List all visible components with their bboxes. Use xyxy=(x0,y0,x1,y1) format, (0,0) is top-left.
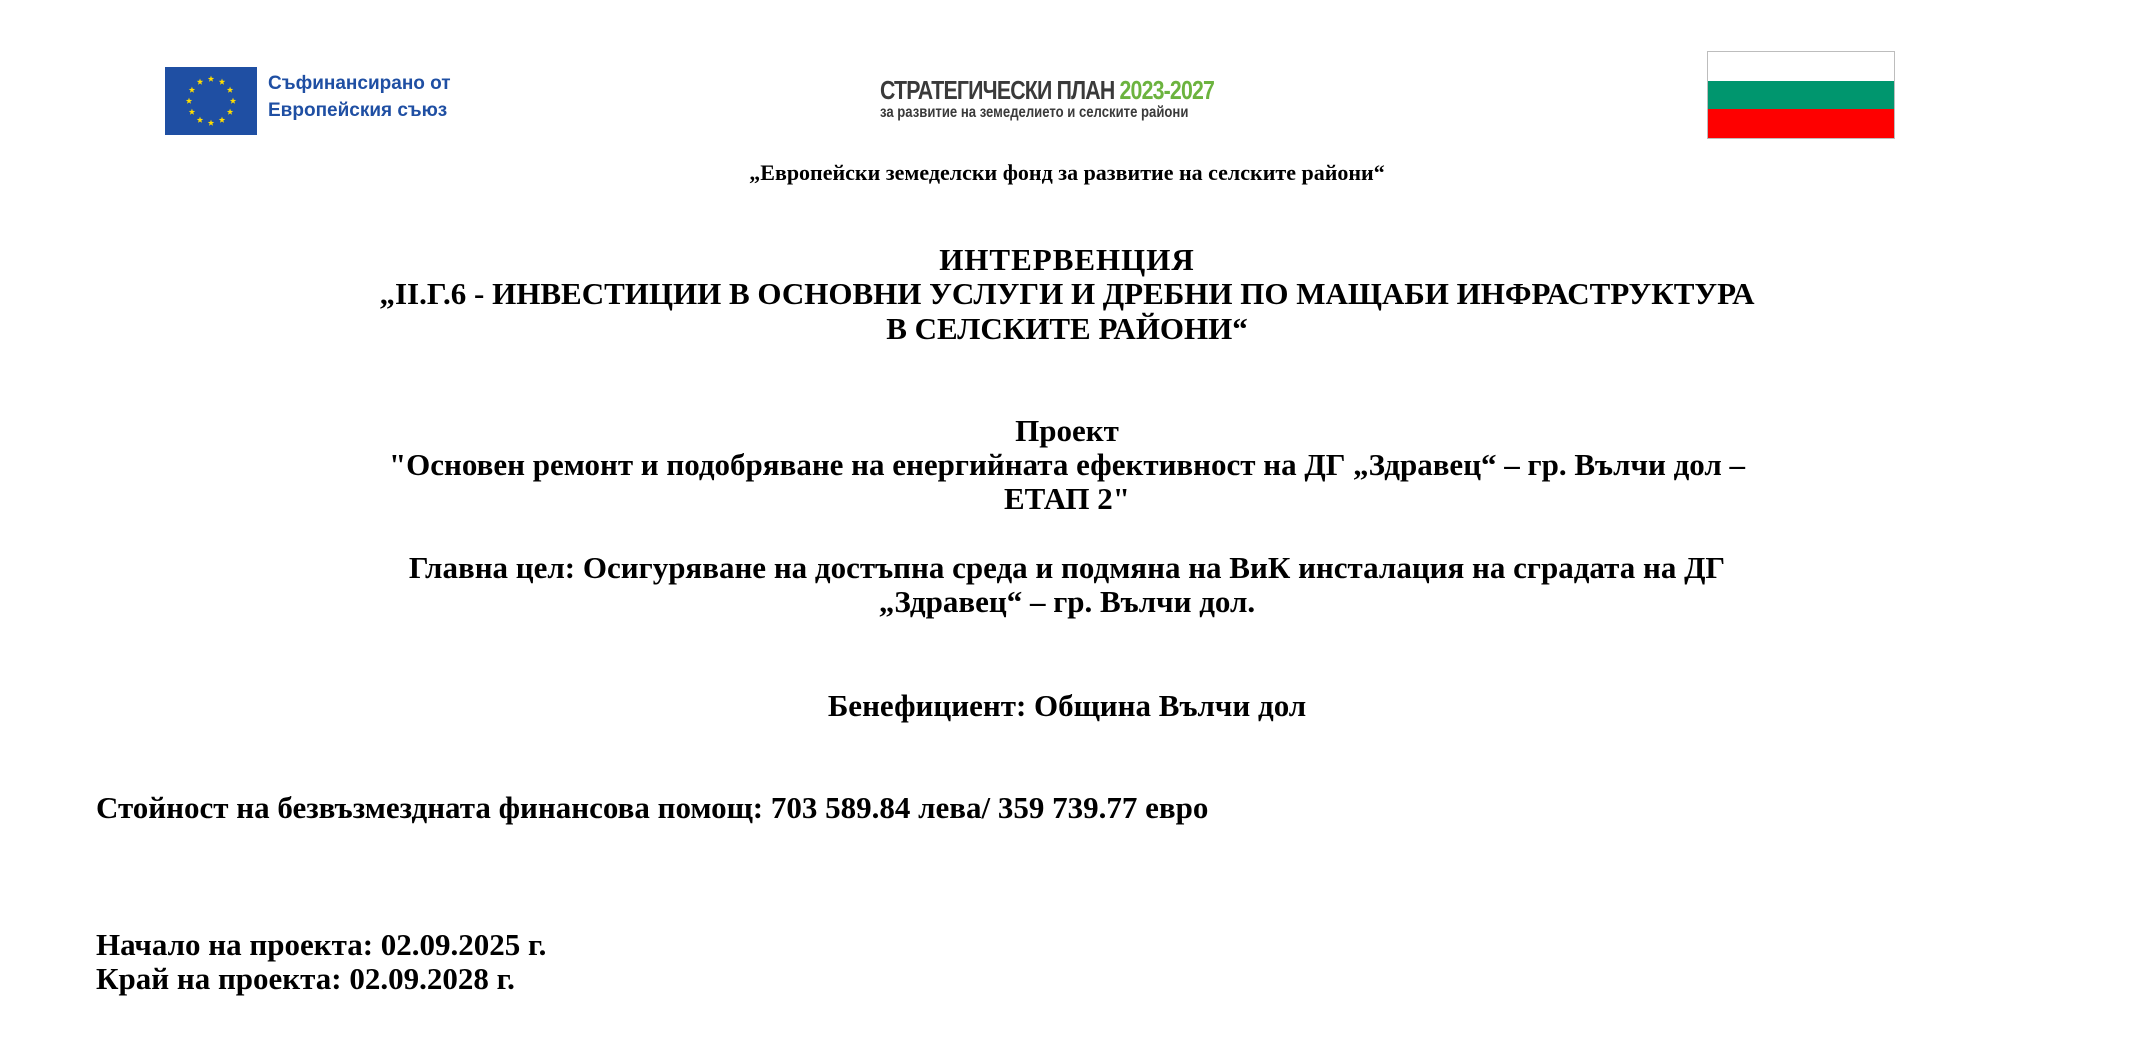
eu-star-icon xyxy=(219,117,225,123)
eu-star-icon xyxy=(230,98,236,104)
flag-stripe-red xyxy=(1708,109,1894,138)
project-start-date: Начало на проекта: 02.09.2025 г. xyxy=(96,927,547,962)
intervention-title-line1: „II.Г.6 - ИНВЕСТИЦИИ В ОСНОВНИ УСЛУГИ И ДРЕБНИ ПО МАЩАБИ ИНФРАСТРУКТУРА xyxy=(379,276,1755,311)
eu-text-line1: Съфинансирано от xyxy=(268,73,451,94)
eu-star-icon xyxy=(186,98,192,104)
project-title-line2: ЕТАП 2" xyxy=(1004,481,1130,516)
flag-stripe-green xyxy=(1708,81,1894,110)
project-end-date: Край на проекта: 02.09.2028 г. xyxy=(96,961,515,996)
flag-stripe-white xyxy=(1708,52,1894,81)
eu-cofinanced-text xyxy=(268,70,498,124)
eu-star-icon xyxy=(189,87,195,93)
project-title-line1: "Основен ремонт и подобряване на енергийната ефективност на ДГ „Здравец“ – гр. Вълчи дол – xyxy=(388,447,1746,482)
intervention-title-line2: В СЕЛСКИТЕ РАЙОНИ“ xyxy=(886,311,1248,346)
eu-stars-icon xyxy=(165,67,257,135)
plan-subtitle: за развитие на земеделието и селските райони xyxy=(880,104,1189,121)
project-label: Проект xyxy=(1015,413,1119,448)
strategic-plan-logo xyxy=(880,76,1300,122)
plan-title-line xyxy=(880,76,1224,104)
plan-title: СТРАТЕГИЧЕСКИ ПЛАН xyxy=(880,75,1120,105)
beneficiary: Бенефициент: Община Вълчи дол xyxy=(827,688,1307,723)
eu-star-icon xyxy=(227,87,233,93)
eu-star-icon xyxy=(197,117,203,123)
eu-star-icon xyxy=(227,109,233,115)
grant-amount: Стойност на безвъзмездната финансова помощ: 703 589.84 лева/ 359 739.77 евро xyxy=(96,790,1209,825)
eu-star-icon xyxy=(208,76,214,82)
eu-flag-icon xyxy=(165,67,257,135)
eu-star-icon xyxy=(208,120,214,126)
fund-name: „Европейски земеделски фонд за развитие на селските райони“ xyxy=(749,160,1385,185)
intervention-label: ИНТЕРВЕНЦИЯ xyxy=(939,242,1195,277)
eu-star-icon xyxy=(197,79,203,85)
plan-years: 2023-2027 xyxy=(1119,75,1215,105)
bulgarian-flag-icon xyxy=(1707,51,1895,139)
eu-star-icon xyxy=(189,109,195,115)
main-goal-line1: Главна цел: Осигуряване на достъпна среда и подмяна на ВиК инсталация на сградата на ДГ xyxy=(408,550,1726,585)
eu-text-line2: Европейския съюз xyxy=(268,100,448,121)
eu-star-icon xyxy=(219,79,225,85)
main-goal-line2: „Здравец“ – гр. Вълчи дол. xyxy=(878,584,1256,619)
